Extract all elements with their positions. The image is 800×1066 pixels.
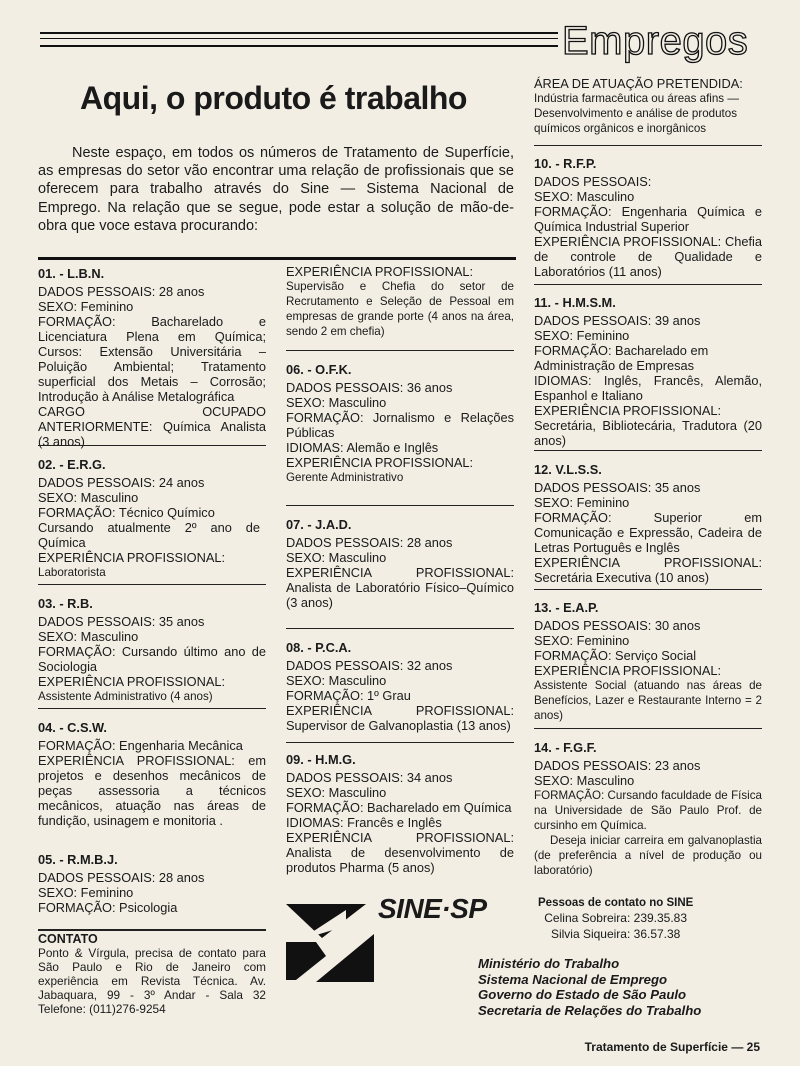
divider bbox=[534, 145, 762, 146]
sine-logo-text: SINE·SP bbox=[378, 893, 487, 924]
education: FORMAÇÃO: Cursando faculdade de Física na Universidade de São Paulo Prof. de cursinho em Química. bbox=[534, 789, 762, 832]
contato-divider bbox=[38, 929, 266, 931]
sex: SEXO: Masculino bbox=[286, 395, 387, 410]
listing-02 bbox=[38, 457, 260, 580]
languages: IDIOMAS: Alemão e Inglês bbox=[286, 440, 439, 455]
current-course: Cursando atualmente 2º ano de Química bbox=[38, 520, 260, 550]
sex: SEXO: Masculino bbox=[534, 189, 635, 204]
experience-label: EXPERIÊNCIA PROFISSIONAL: bbox=[534, 663, 722, 678]
listing-06 bbox=[286, 362, 514, 485]
divider bbox=[286, 350, 514, 351]
personal-data: DADOS PESSOAIS: 34 anos bbox=[286, 770, 453, 785]
listing-10 bbox=[534, 156, 762, 279]
sex: SEXO: Masculino bbox=[534, 773, 635, 788]
education: FORMAÇÃO: Técnico Químico bbox=[38, 505, 215, 520]
divider bbox=[534, 728, 762, 729]
experience: Gerente Administrativo bbox=[286, 471, 404, 484]
listing-number: 07. - J.A.D. bbox=[286, 517, 352, 532]
experience-label: EXPERIÊNCIA PROFISSIONAL: bbox=[286, 264, 474, 279]
listing-12 bbox=[534, 462, 762, 585]
education: FORMAÇÃO: Cursando último ano de Sociologia bbox=[38, 644, 266, 674]
contato-box bbox=[38, 932, 266, 1016]
personal-data: DADOS PESSOAIS: 39 anos bbox=[534, 313, 701, 328]
listing-number: 10. - R.F.P. bbox=[534, 156, 597, 171]
experience: EXPERIÊNCIA PROFISSIONAL: Analista de desenvolvimento de produtos Pharma (5 anos) bbox=[286, 830, 514, 875]
personal-data: DADOS PESSOAIS: 35 anos bbox=[38, 614, 205, 629]
personal-data: DADOS PESSOAIS: bbox=[534, 174, 652, 189]
contato-body: Ponto & Vírgula, precisa de contato para São Paulo e Rio de Janeiro com experiência em Revista Técnica. Av. Jabaquara, 99 - 3º Andar - Sala 32 Telefone: (011)276-9254 bbox=[38, 946, 266, 1016]
sponsor-3: Governo do Estado de São Paulo bbox=[478, 987, 687, 1002]
listing-11 bbox=[534, 295, 762, 448]
experience: EXPERIÊNCIA PROFISSIONAL: Analista de Laboratório Físico–Químico (3 anos) bbox=[286, 565, 514, 610]
sine-logo-icon bbox=[286, 896, 374, 982]
contato-title: CONTATO bbox=[38, 932, 98, 946]
contact-1: Celina Sobreira: 239.35.83 bbox=[544, 911, 688, 926]
education: FORMAÇÃO: Psicologia bbox=[38, 900, 178, 915]
personal-data: DADOS PESSOAIS: 36 anos bbox=[286, 380, 453, 395]
personal-data: DADOS PESSOAIS: 32 anos bbox=[286, 658, 453, 673]
listing-number: 12. V.L.S.S. bbox=[534, 462, 602, 477]
experience: Assistente Administrativo (4 anos) bbox=[38, 690, 213, 703]
listing-number: 01. - L.B.N. bbox=[38, 266, 105, 281]
listing-09-continued bbox=[534, 76, 762, 136]
divider bbox=[286, 628, 514, 629]
divider bbox=[38, 584, 266, 585]
education: FORMAÇÃO: Engenharia Mecânica bbox=[38, 738, 243, 753]
divider bbox=[534, 450, 762, 451]
experience: EXPERIÊNCIA PROFISSIONAL: em projetos e desenhos mecânicos de peças assessoria a técnicos mecânicos, atuação nas áreas de fundição, usinagem e monitoria . bbox=[38, 753, 266, 828]
sex: SEXO: Feminino bbox=[534, 328, 630, 343]
listing-number: 03. - R.B. bbox=[38, 596, 93, 611]
divider bbox=[286, 505, 514, 506]
personal-data: DADOS PESSOAIS: 35 anos bbox=[534, 480, 701, 495]
listing-number: 08. - P.C.A. bbox=[286, 640, 352, 655]
personal-data: DADOS PESSOAIS: 30 anos bbox=[534, 618, 701, 633]
personal-data: DADOS PESSOAIS: 28 anos bbox=[38, 284, 205, 299]
education: FORMAÇÃO: 1º Grau bbox=[286, 688, 411, 703]
page-footer: Tratamento de Superfície — 25 bbox=[584, 1040, 760, 1054]
page-title: Aqui, o produto é trabalho bbox=[80, 80, 467, 116]
listing-13 bbox=[534, 600, 762, 723]
sex: SEXO: Feminino bbox=[534, 495, 630, 510]
listing-03 bbox=[38, 596, 266, 704]
education: FORMAÇÃO: Bacharelado em Administração de Empresas bbox=[534, 343, 709, 373]
previous-position: CARGO OCUPADO ANTERIORMENTE: Química Analista (3 anos) bbox=[38, 404, 266, 449]
education: FORMAÇÃO: Engenharia Química e Química Industrial Superior bbox=[534, 204, 762, 234]
education: FORMAÇÃO: Jornalismo e Relações Públicas bbox=[286, 410, 514, 440]
divider bbox=[286, 742, 514, 743]
sex: SEXO: Masculino bbox=[38, 629, 139, 644]
personal-data: DADOS PESSOAIS: 28 anos bbox=[38, 870, 205, 885]
section-tag: Empregos bbox=[562, 19, 749, 63]
divider bbox=[38, 708, 266, 709]
listing-08 bbox=[286, 640, 514, 733]
education: FORMAÇÃO: Serviço Social bbox=[534, 648, 697, 663]
languages: IDIOMAS: Inglês, Francês, Alemão, Espanhol e Italiano bbox=[534, 373, 762, 403]
listing-01 bbox=[38, 266, 266, 449]
experience: EXPERIÊNCIA PROFISSIONAL: Supervisor de Galvanoplastia (13 anos) bbox=[286, 703, 514, 733]
intro-divider bbox=[38, 257, 516, 260]
listing-number: 06. - O.F.K. bbox=[286, 362, 352, 377]
personal-data: DADOS PESSOAIS: 24 anos bbox=[38, 475, 205, 490]
experience-label: EXPERIÊNCIA PROFISSIONAL: bbox=[38, 674, 226, 689]
sex: SEXO: Masculino bbox=[286, 673, 387, 688]
sine-contacts bbox=[538, 896, 693, 942]
personal-data: DADOS PESSOAIS: 28 anos bbox=[286, 535, 453, 550]
listing-05 bbox=[38, 852, 266, 915]
listing-05-continued bbox=[286, 264, 514, 339]
experience-label: EXPERIÊNCIA PROFISSIONAL: bbox=[286, 455, 474, 470]
listing-number: 14. - F.G.F. bbox=[534, 740, 597, 755]
experience: EXPERIÊNCIA PROFISSIONAL: Chefia de controle de Qualidade e Laboratórios (11 anos) bbox=[534, 234, 762, 279]
experience: Supervisão e Chefia do setor de Recrutamento e Seleção de Pessoal em empresas de grande porte (4 anos na área, sendo 2 em chefia) bbox=[286, 280, 514, 338]
experience: EXPERIÊNCIA PROFISSIONAL: Secretária Executiva (10 anos) bbox=[534, 555, 762, 585]
experience: Laboratorista bbox=[38, 566, 106, 579]
sponsor-2: Sistema Nacional de Emprego bbox=[478, 971, 668, 987]
education: FORMAÇÃO: Superior em Comunicação e Expressão, Cadeira de Letras Português e Inglês bbox=[534, 510, 762, 555]
sex: SEXO: Feminino bbox=[38, 885, 134, 900]
personal-data: DADOS PESSOAIS: 23 anos bbox=[534, 758, 701, 773]
sex: SEXO: Feminino bbox=[534, 633, 630, 648]
sex: SEXO: Masculino bbox=[286, 785, 387, 800]
listing-09 bbox=[286, 752, 514, 875]
divider bbox=[534, 284, 762, 285]
listing-number: 05. - R.M.B.J. bbox=[38, 852, 118, 867]
listing-number: 13. - E.A.P. bbox=[534, 600, 599, 615]
contacts-title: Pessoas de contato no SINE bbox=[538, 897, 694, 909]
sex: SEXO: Feminino bbox=[38, 299, 134, 314]
languages: IDIOMAS: Francês e Inglês bbox=[286, 815, 442, 830]
listing-04 bbox=[38, 720, 266, 828]
listing-number: 02. - E.R.G. bbox=[38, 457, 106, 472]
listing-number: 11. - H.M.S.M. bbox=[534, 295, 616, 310]
target-area: Indústria farmacêutica ou áreas afins — Desenvolvimento e análise de produtos químicos orgânicos e inorgânicos bbox=[534, 92, 739, 135]
sex: SEXO: Masculino bbox=[286, 550, 387, 565]
experience: Secretária, Bibliotecária, Tradutora (20 anos) bbox=[534, 418, 762, 448]
target-area-label: ÁREA DE ATUAÇÃO PRETENDIDA: bbox=[534, 76, 743, 91]
contact-2: Silvia Siqueira: 36.57.38 bbox=[550, 926, 681, 941]
listing-number: 04. - C.S.W. bbox=[38, 720, 107, 735]
divider bbox=[534, 589, 762, 590]
divider bbox=[38, 445, 266, 446]
experience-label: EXPERIÊNCIA PROFISSIONAL: bbox=[38, 550, 226, 565]
listing-number: 09. - H.M.G. bbox=[286, 752, 356, 767]
sponsor-1: Ministério do Trabalho bbox=[478, 956, 620, 971]
listing-07 bbox=[286, 517, 514, 610]
education: FORMAÇÃO: Bacharelado e Licenciatura Plena em Química; Cursos: Extensão Universitária – Poluição Ambiental; Tratamento superficial dos Metais – Corrosão; Introdução à Análise Metalográfica bbox=[38, 314, 266, 404]
experience: Assistente Social (atuando nas áreas de Benefícios, Lazer e Restaurante Interno = 2 anos) bbox=[534, 679, 762, 722]
sponsor-4: Secretaria de Relações do Trabalho bbox=[478, 1002, 702, 1018]
header-rule bbox=[40, 32, 558, 47]
career-goal: Deseja iniciar carreira em galvanoplastia (de preferência a nível de produção ou laboratório) bbox=[534, 834, 762, 877]
listing-14 bbox=[534, 740, 762, 878]
sponsor-list bbox=[478, 956, 701, 1018]
experience-label: EXPERIÊNCIA PROFISSIONAL: bbox=[534, 403, 722, 418]
education: FORMAÇÃO: Bacharelado em Química bbox=[286, 800, 512, 815]
sex: SEXO: Masculino bbox=[38, 490, 139, 505]
intro-paragraph: Neste espaço, em todos os números de Tratamento de Superfície, as empresas do setor vão encontrar uma relação de profissionais que se oferecem para trabalho através do Sine — Sistema Nacional de Emprego. Na relação que se segue, pode estar a solução de mão-de-obra que voce estava procurando: bbox=[38, 145, 514, 234]
